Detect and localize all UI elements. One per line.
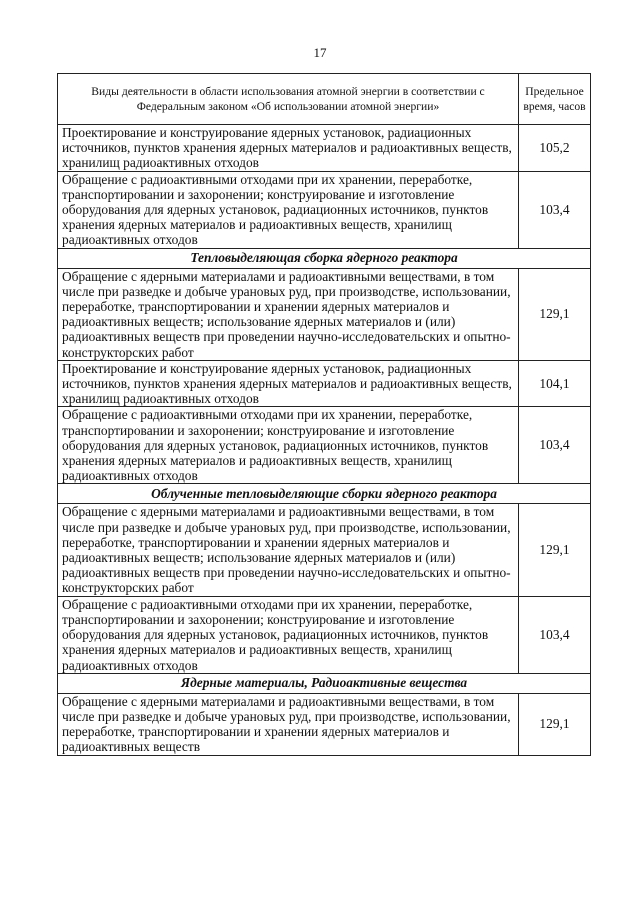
section-heading: Облученные тепловыделяющие сборки ядерного реактора: [58, 484, 591, 504]
activity-time-table: [57, 73, 591, 756]
time-cell: 103,4: [519, 407, 591, 484]
time-cell: 104,1: [519, 360, 591, 407]
activity-cell: Обращение с радиоактивными отходами при их хранении, переработке, транспортировании и захоронении; конструирование и изготовление оборудования для ядерных установок, радиационных источников, пунктов хранения ядерных материалов и радиоактивных веществ, хранилищ радиоактивных отходов: [58, 596, 519, 673]
time-cell: 103,4: [519, 596, 591, 673]
table-row: [58, 693, 591, 755]
time-cell: 129,1: [519, 504, 591, 596]
table-row: [58, 360, 591, 407]
table-row: [58, 407, 591, 484]
section-row: [58, 248, 591, 268]
section-heading: Ядерные материалы, Радиоактивные вещества: [58, 673, 591, 693]
table-row: [58, 125, 591, 172]
activity-cell: Проектирование и конструирование ядерных установок, радиационных источников, пунктов хранения ядерных материалов и радиоактивных веществ, хранилищ радиоактивных отходов: [58, 125, 519, 172]
table-row: [58, 504, 591, 596]
header-activity: Виды деятельности в области использования атомной энергии в соответствии с Федеральным законом «Об использовании атомной энергии»: [58, 74, 519, 125]
activity-cell: Обращение с ядерными материалами и радиоактивными веществами, в том числе при разведке и добыче урановых руд, при производстве, использовании, переработке, транспортировании и хранении ядерных материалов и радиоактивных веществ: [58, 693, 519, 755]
time-cell: 129,1: [519, 268, 591, 360]
time-cell: 129,1: [519, 693, 591, 755]
activity-cell: Проектирование и конструирование ядерных установок, радиационных источников, пунктов хранения ядерных материалов и радиоактивных веществ, хранилищ радиоактивных отходов: [58, 360, 519, 407]
table-header-row: [58, 74, 591, 125]
section-heading: Тепловыделяющая сборка ядерного реактора: [58, 248, 591, 268]
activity-cell: Обращение с ядерными материалами и радиоактивными веществами, в том числе при разведке и добыче урановых руд, при производстве, использовании, переработке, транспортировании и хранении ядерных материалов и радиоактивных веществ; использование ядерных материалов и (или) радиоактивных веществ при проведении научно-исследовательских и опытно-конструкторских работ: [58, 504, 519, 596]
page-number: 17: [313, 45, 327, 60]
table-row: [58, 268, 591, 360]
activity-cell: Обращение с радиоактивными отходами при их хранении, переработке, транспортировании и захоронении; конструирование и изготовление оборудования для ядерных установок, радиационных источников, пунктов хранения ядерных материалов и радиоактивных веществ, хранилищ радиоактивных отходов: [58, 171, 519, 248]
header-time: Предельное время, часов: [519, 74, 591, 125]
section-row: [58, 673, 591, 693]
time-cell: 103,4: [519, 171, 591, 248]
table-row: [58, 596, 591, 673]
activity-cell: Обращение с ядерными материалами и радиоактивными веществами, в том числе при разведке и добыче урановых руд, при производстве, использовании, переработке, транспортировании и хранении ядерных материалов и радиоактивных веществ; использование ядерных материалов и (или) радиоактивных веществ при проведении научно-исследовательских и опытно-конструкторских работ: [58, 268, 519, 360]
activity-cell: Обращение с радиоактивными отходами при их хранении, переработке, транспортировании и захоронении; конструирование и изготовление оборудования для ядерных установок, радиационных источников, пунктов хранения ядерных материалов и радиоактивных веществ, хранилищ радиоактивных отходов: [58, 407, 519, 484]
time-cell: 105,2: [519, 125, 591, 172]
section-row: [58, 484, 591, 504]
table-row: [58, 171, 591, 248]
